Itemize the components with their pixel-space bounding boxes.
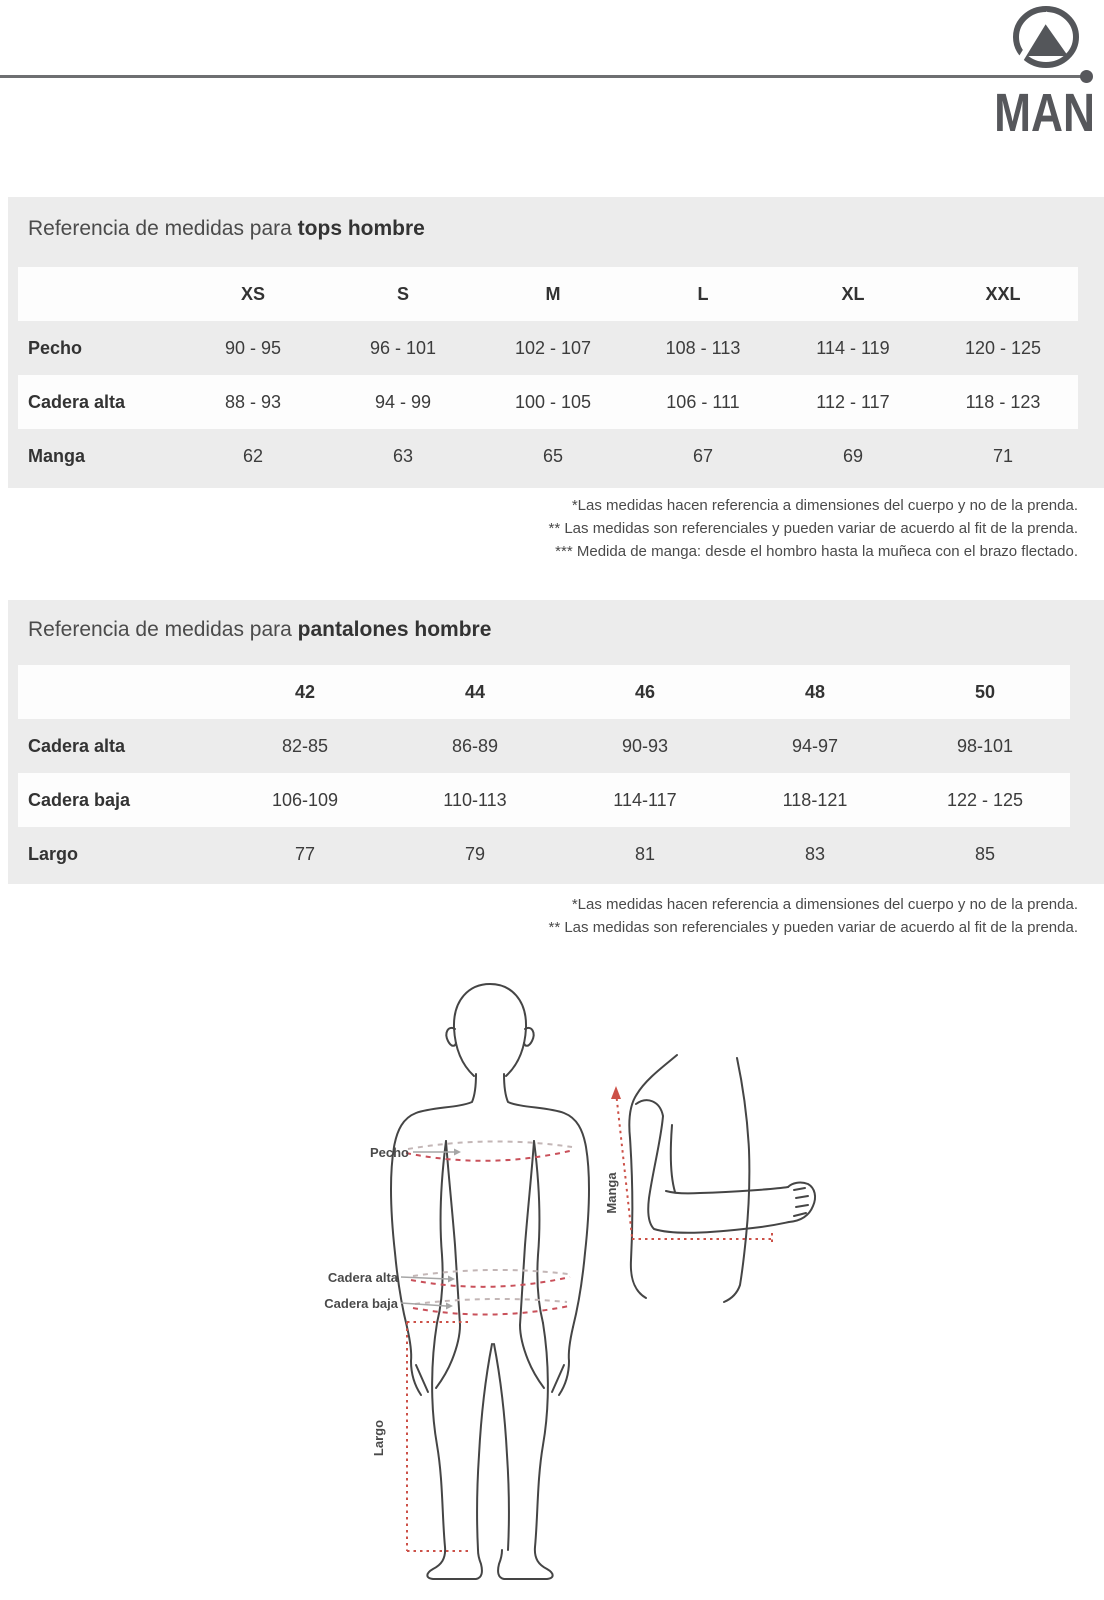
corner-cell [18,665,220,719]
cell: 120 - 125 [964,337,1042,358]
table-row-pecho [18,321,1078,375]
cell: 106 - 111 [628,375,778,429]
col-header: L [628,267,778,321]
manga-label: Manga [604,1172,619,1214]
largo-label: Largo [371,1419,386,1457]
table-row-cadera-baja [18,773,1070,827]
cell: 82-85 [281,735,329,756]
pants-title-prefix: Referencia de medidas para [28,618,298,641]
corner-cell [18,267,178,321]
mountain-circle-logo-icon [1012,6,1080,70]
cadera-baja-measure-line [413,1299,569,1315]
tops-footnotes [549,494,1079,563]
tops-title-bold: tops hombre [297,217,425,240]
tops-size-table [18,267,1078,483]
col-header: 42 [220,665,390,719]
footnote: *** Medida de manga: desde el hombro hasta la muñeca con el brazo flectado. [555,543,1078,560]
col-header: S [328,267,478,321]
row-label: Cadera alta [18,375,178,429]
cell: 69 [842,445,864,466]
footnote: *Las medidas hacen referencia a dimensiones del cuerpo y no de la prenda. [571,896,1078,913]
tops-size-section [8,197,1104,488]
cell: 100 - 105 [478,375,628,429]
cell: 114-117 [560,773,730,827]
cell: 90 - 95 [224,337,282,358]
col-header: XS [178,267,328,321]
tops-header-row [18,267,1078,321]
cell: 67 [692,445,714,466]
table-row-cadera-alta [18,719,1070,773]
cadera-alta-leader-line [401,1276,455,1283]
cell: 108 - 113 [665,337,741,358]
cadera-baja-label: Cadera baja [324,1296,398,1311]
col-header: 48 [730,665,900,719]
cell: 118-121 [730,773,900,827]
pants-footnotes [549,893,1079,939]
cell: 86-89 [451,735,499,756]
cell: 122 - 125 [900,773,1070,827]
table-row-manga [18,429,1078,483]
col-header: XL [778,267,928,321]
header-rule [0,75,1082,78]
cell: 63 [392,445,414,466]
col-header: 44 [390,665,560,719]
row-label: Cadera baja [18,773,220,827]
row-label: Cadera alta [28,735,126,756]
footnote: *Las medidas hacen referencia a dimensiones del cuerpo y no de la prenda. [571,497,1078,514]
cell: 102 - 107 [514,337,592,358]
row-label: Manga [28,445,86,466]
side-figure-outline [629,1055,815,1302]
cell: 90-93 [621,735,669,756]
row-label: Pecho [28,337,83,358]
body-measurement-diagram [280,955,900,1600]
front-figure-outline [391,984,589,1579]
table-row-cadera-alta [18,375,1078,429]
pecho-label: Pecho [369,1145,409,1160]
col-header: M [478,267,628,321]
pecho-leader-line [413,1149,461,1156]
pants-title-bold: pantalones hombre [297,618,492,641]
col-header: XXL [928,267,1078,321]
cell: 106-109 [220,773,390,827]
cell: 83 [804,843,826,864]
row-label: Largo [28,843,79,864]
footnote: ** Las medidas son referenciales y pueden variar de acuerdo al fit de la prenda. [548,919,1078,936]
pecho-measure-line [406,1141,574,1160]
col-header: 50 [900,665,1070,719]
cell: 114 - 119 [816,337,890,358]
cell: 96 - 101 [369,337,437,358]
cadera-alta-label: Cadera alta [327,1270,398,1285]
cell: 85 [974,843,996,864]
cell: 81 [634,843,656,864]
cell: 98-101 [956,735,1014,756]
pants-size-table [18,665,1070,881]
cell: 65 [542,445,564,466]
cell: 71 [992,445,1014,466]
pants-section-title [28,618,491,642]
cell: 88 - 93 [178,375,328,429]
cell: 94 - 99 [328,375,478,429]
cell: 110-113 [390,773,560,827]
cell: 62 [242,445,264,466]
tops-title-prefix: Referencia de medidas para [28,217,298,240]
footnote: ** Las medidas son referenciales y pueden variar de acuerdo al fit de la prenda. [548,520,1078,537]
col-header: 46 [560,665,730,719]
cell: 77 [294,843,316,864]
cell: 79 [464,843,486,864]
largo-measure-line [407,1322,472,1551]
pants-header-row [18,665,1070,719]
brand-name: MAN [994,83,1095,143]
cell: 94-97 [791,735,839,756]
table-row-largo [18,827,1070,881]
header-rule-dot [1080,70,1093,83]
tops-section-title [28,217,425,241]
cell: 112 - 117 [778,375,928,429]
cell: 118 - 123 [928,375,1078,429]
pants-size-section [8,600,1104,884]
